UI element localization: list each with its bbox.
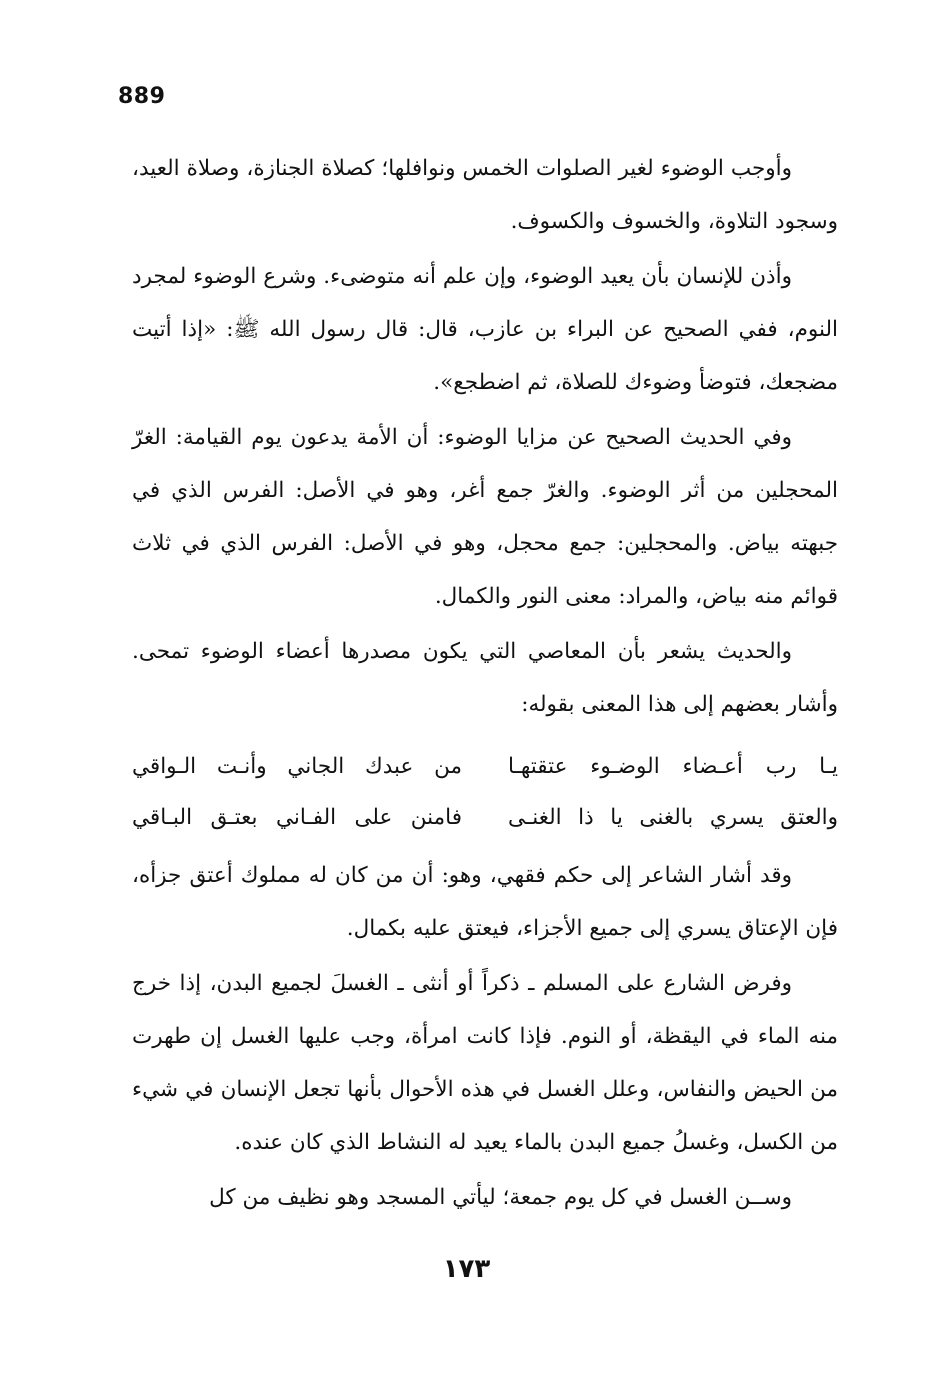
paragraph-7: وســن الغسل في كل يوم جمعة؛ ليأتي المسجد وهو نظيف من كل	[209, 1185, 792, 1210]
verse-first-hemistich: يـا رب أعـضاء الوضـوء عتقتهـا	[508, 754, 838, 779]
verse-row	[132, 792, 838, 843]
paragraph-3: وفي الحديث الصحيح عن مزايا الوضوء: أن الأمة يدعون يوم القيامة: الغرّ المحجلين من أثر الوضوء. والغرّ جمع أغر، وهو في الأصل: الفرس الذي في جبهته بياض. والمحجلين: جمع محجل، وهو في الأصل: الفرس الذي في ثلاث قوائم منه بياض، والمراد: معنى النور والكمال.	[132, 425, 838, 609]
verse-first-hemistich: والعتق يسري بالغنى يا ذا الغنـى	[508, 805, 838, 830]
paragraph-2: وأذن للإنسان بأن يعيد الوضوء، وإن علم أنه متوضىء. وشرع الوضوء لمجرد النوم، ففي الصحيح عن البراء بن عازب، قال: قال رسول الله ﷺ: «إذا أتيت مضجعك، فتوضأ وضوءك للصلاة، ثم اضطجع».	[132, 264, 838, 395]
verse-second-hemistich: فامنن على الفـاني بعتـق البـاقي	[132, 805, 462, 830]
paragraph-1: وأوجب الوضوء لغير الصلوات الخمس ونوافلها؛ كصلاة الجنازة، وصلاة العيد، وسجود التلاوة، والخسوف والكسوف.	[132, 156, 838, 234]
page-body	[132, 142, 838, 1226]
poem-verses	[132, 741, 838, 843]
paragraph-4: والحديث يشعر بأن المعاصي التي يكون مصدرها أعضاء الوضوء تمحى. وأشار بعضهم إلى هذا المعنى بقوله:	[132, 639, 838, 717]
paragraph-5: وقد أشار الشاعر إلى حكم فقهي، وهو: أن من كان له مملوك أعتق جزأه، فإن الإعتاق يسري إلى جميع الأجزاء، فيعتق عليه بكمال.	[132, 863, 838, 941]
verse-second-hemistich: من عبدك الجاني وأنـت الـواقي	[132, 754, 462, 779]
verse-row	[132, 741, 838, 792]
paragraph-6: وفرض الشارع على المسلم ـ ذكراً أو أنثى ـ الغسلَ لجميع البدن، إذا خرج منه الماء في اليقظة، أو النوم. فإذا كانت امرأة، وجب عليها الغسل إن طهرت من الحيض والنفاس، وعلل الغسل في هذه الأحوال بأنها تجعل الإنسان في شيء من الكسل، وغسلُ جميع البدن بالماء يعيد له النشاط الذي كان عنده.	[132, 971, 838, 1155]
page-number-top: 889	[118, 84, 166, 109]
page-number-bottom: ١٧٣	[442, 1254, 491, 1284]
